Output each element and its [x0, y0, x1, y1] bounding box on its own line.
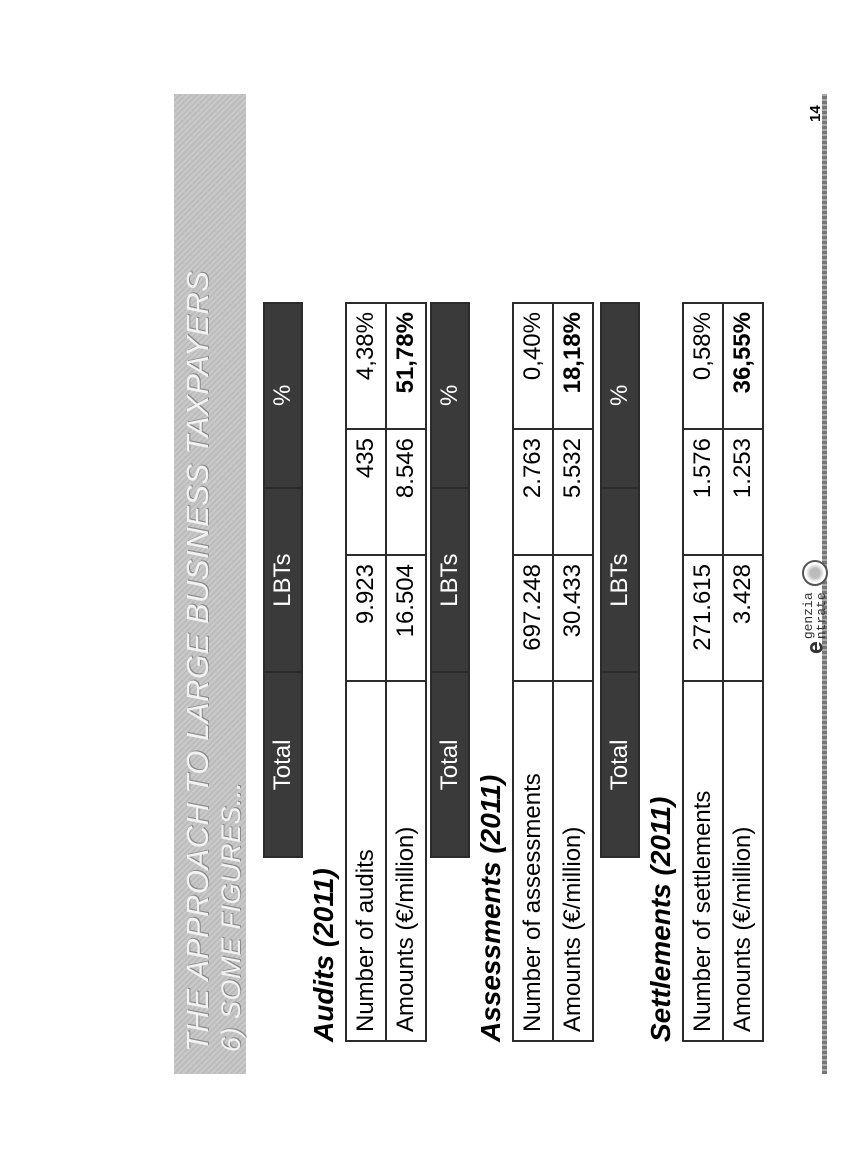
page-subtitle: 6) SOME FIGURES... — [216, 781, 246, 1052]
row-label: Number of assessments — [513, 681, 553, 1041]
column-header-percent: % — [264, 303, 302, 488]
cell-percent: 0,58% — [683, 303, 723, 429]
column-header-lbts: LBTs — [431, 488, 469, 673]
table-row — [553, 303, 593, 1041]
cell-total: 16.504 — [386, 555, 426, 681]
cell-lbts: 5.532 — [553, 429, 593, 555]
cell-total: 271.615 — [683, 555, 723, 681]
agenzia-entrate-logo — [802, 560, 828, 654]
slide — [162, 74, 862, 1094]
blank-header-cell — [431, 857, 469, 1042]
logo-line-2: ntrate — [814, 592, 829, 640]
assessments-table — [430, 302, 470, 1042]
column-header-percent: % — [431, 303, 469, 488]
settlements-heading: Settlements (2011) — [645, 796, 676, 1042]
cell-lbts: 8.546 — [386, 429, 426, 555]
cell-total: 30.433 — [553, 555, 593, 681]
column-header-percent: % — [601, 303, 639, 488]
cell-percent: 51,78% — [386, 303, 426, 429]
table-row — [386, 303, 426, 1041]
row-label: Amounts (€/million) — [723, 681, 763, 1041]
table-row — [346, 303, 386, 1041]
page-number: 14 — [807, 105, 824, 122]
row-label: Number of audits — [346, 681, 386, 1041]
cell-total: 9.923 — [346, 555, 386, 681]
blank-header-cell — [601, 857, 639, 1042]
table-row — [513, 303, 553, 1041]
column-header-total: Total — [601, 673, 639, 858]
column-header-lbts: LBTs — [601, 488, 639, 673]
settlements-body — [682, 302, 764, 1042]
column-header-total: Total — [264, 673, 302, 858]
table-row — [723, 303, 763, 1041]
row-label: Number of settlements — [683, 681, 723, 1041]
cell-percent: 0,40% — [513, 303, 553, 429]
audits-table — [263, 302, 303, 1042]
row-label: Amounts (€/million) — [553, 681, 593, 1041]
cell-percent: 4,38% — [346, 303, 386, 429]
cell-lbts: 435 — [346, 429, 386, 555]
assessments-body — [512, 302, 594, 1042]
cell-percent: 36,55% — [723, 303, 763, 429]
logo-text — [802, 592, 828, 639]
audits-body — [345, 302, 427, 1042]
cell-lbts: 2.763 — [513, 429, 553, 555]
republic-emblem-icon — [802, 560, 828, 586]
table-row — [683, 303, 723, 1041]
settlements-table — [600, 302, 640, 1042]
row-label: Amounts (€/million) — [386, 681, 426, 1041]
cell-lbts: 1.576 — [683, 429, 723, 555]
page-title: THE APPROACH TO LARGE BUSINESS TAXPAYERS — [180, 270, 215, 1052]
assessments-heading: Assessments (2011) — [475, 774, 506, 1042]
settlements-header-row — [601, 303, 639, 1042]
cell-total: 697.248 — [513, 555, 553, 681]
blank-header-cell — [264, 857, 302, 1042]
column-header-lbts: LBTs — [264, 488, 302, 673]
column-header-total: Total — [431, 673, 469, 858]
cell-percent: 18,18% — [553, 303, 593, 429]
cell-total: 3.428 — [723, 555, 763, 681]
audits-header-row — [264, 303, 302, 1042]
assessments-header-row — [431, 303, 469, 1042]
cell-lbts: 1.253 — [723, 429, 763, 555]
audits-heading: Audits (2011) — [308, 868, 339, 1042]
logo-line-1: genzia — [801, 592, 816, 640]
agenzia-entrate-logo-icon: 𝐞 — [802, 641, 827, 654]
